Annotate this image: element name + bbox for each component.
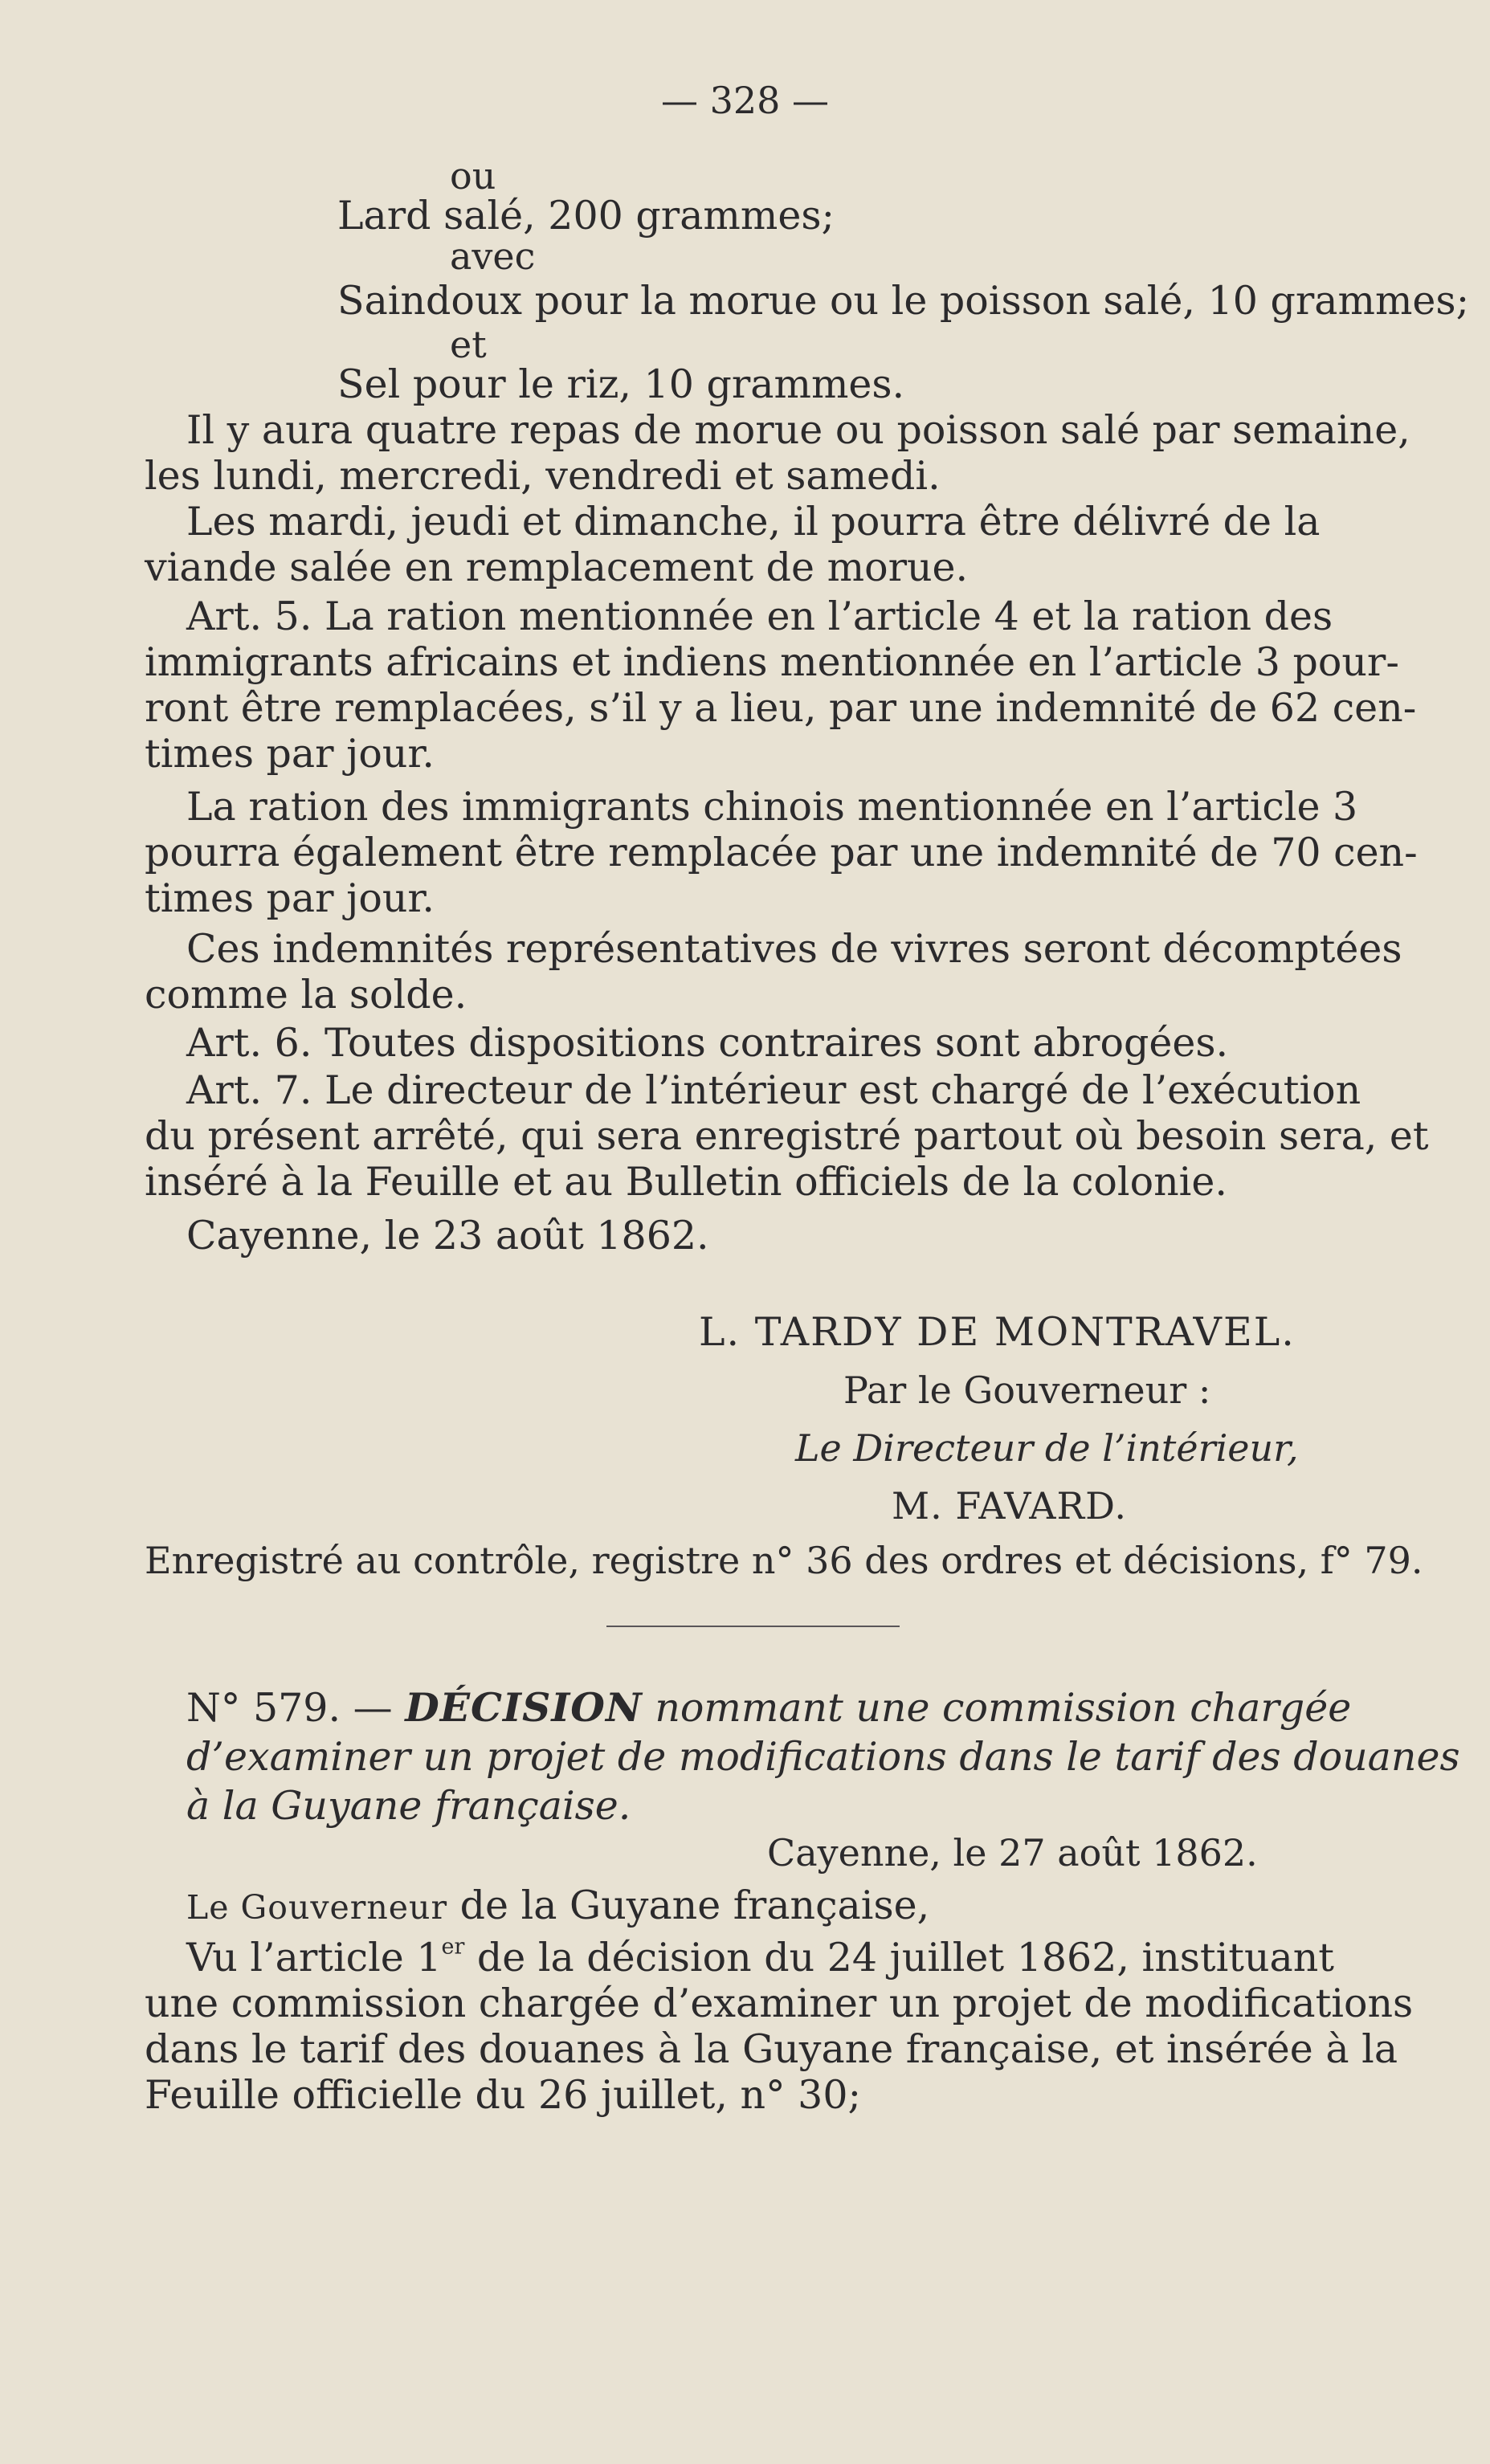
- article-6: Art. 6. Toutes dispositions contraires sont abrogées.: [186, 1020, 1229, 1066]
- registration-note: Enregistré au contrôle, registre n° 36 des ordres et décisions, f° 79.: [145, 1539, 1423, 1582]
- vu-line-3: dans le tarif des douanes à la Guyane française, et insérée à la: [145, 2026, 1398, 2072]
- par-le-gouverneur: Par le Gouverneur :: [843, 1369, 1211, 1412]
- ration-sel: Sel pour le riz, 10 grammes.: [337, 361, 905, 407]
- article-7-line: inséré à la Feuille et au Bulletin officiels de la colonie.: [145, 1159, 1227, 1205]
- vu-line-1-superscript: er: [441, 1934, 465, 1960]
- directeur-name: M. FAVARD.: [892, 1484, 1128, 1528]
- decision-heading-line-3: à la Guyane française.: [186, 1783, 631, 1829]
- paragraph-indemnites-line: comme la solde.: [145, 972, 467, 1018]
- paragraph-viande-line: Les mardi, jeudi et dimanche, il pourra être délivré de la: [186, 499, 1321, 545]
- article-7-line: Art. 7. Le directeur de l’intérieur est chargé de l’exécution: [186, 1067, 1361, 1113]
- le-gouverneur: Le Gouverneur: [186, 1888, 448, 1927]
- article-5-line: Art. 5. La ration mentionnée en l’article 4 et la ration des: [186, 594, 1333, 639]
- vu-line-1-b: de la décision du 24 juillet 1862, instituant: [464, 1935, 1334, 1981]
- paragraph-chinois-line: pourra également être remplacée par une indemnité de 70 cen-: [145, 830, 1418, 875]
- paragraph-viande-line: viande salée en remplacement de morue.: [145, 545, 969, 590]
- vu-line-2: une commission chargée d’examiner un projet de modifications: [145, 1981, 1414, 2026]
- article-5-line: times par jour.: [145, 731, 435, 777]
- conjunction-et: et: [450, 323, 487, 366]
- conjunction-ou: ou: [450, 154, 496, 198]
- decision-place-date: Cayenne, le 27 août 1862.: [767, 1831, 1258, 1875]
- section-divider: [606, 1626, 900, 1627]
- decision-heading-text: nommant une commission chargée: [655, 1685, 1352, 1731]
- decision-heading-line-1: [186, 1684, 1352, 1731]
- place-date: Cayenne, le 23 août 1862.: [186, 1213, 709, 1259]
- conjunction-avec: avec: [450, 235, 536, 278]
- directeur-title: Le Directeur de l’intérieur,: [795, 1426, 1299, 1470]
- vu-line-1: [186, 1934, 1334, 1981]
- article-5-line: ront être remplacées, s’il y a lieu, par une indemnité de 62 cen-: [145, 685, 1417, 731]
- decision-heading-line-2: d’examiner un projet de modifications dans le tarif des douanes: [186, 1734, 1460, 1780]
- vu-line-4: Feuille officielle du 26 juillet, n° 30;: [145, 2072, 862, 2118]
- article-7-line: du présent arrêté, qui sera enregistré partout où besoin sera, et: [145, 1113, 1429, 1159]
- paragraph-indemnites-line: Ces indemnités représentatives de vivres seront décomptées: [186, 926, 1402, 972]
- paragraph-chinois-line: La ration des immigrants chinois mentionnée en l’article 3: [186, 784, 1358, 830]
- paragraph-chinois-line: times par jour.: [145, 875, 435, 921]
- decision-number: N° 579.: [186, 1685, 341, 1731]
- ration-saindoux: Saindoux pour la morue ou le poisson salé, 10 grammes;: [337, 278, 1470, 324]
- decision-keyword: DÉCISION: [405, 1684, 643, 1731]
- page-number: — 328 —: [660, 79, 830, 122]
- paragraph-repas-line: Il y aura quatre repas de morue ou poisson salé par semaine,: [186, 407, 1410, 453]
- article-5-line: immigrants africains et indiens mentionnée en l’article 3 pour-: [145, 639, 1399, 685]
- decision-dash: —: [353, 1685, 393, 1731]
- decision-intro: [186, 1883, 930, 1928]
- paragraph-repas-line: les lundi, mercredi, vendredi et samedi.: [145, 453, 941, 499]
- vu-line-1-a: Vu l’article 1: [186, 1935, 442, 1981]
- signatory-name: L. TARDY DE MONTRAVEL.: [699, 1309, 1296, 1355]
- decision-intro-rest: de la Guyane française,: [459, 1883, 930, 1928]
- ration-lard: Lard salé, 200 grammes;: [337, 193, 835, 239]
